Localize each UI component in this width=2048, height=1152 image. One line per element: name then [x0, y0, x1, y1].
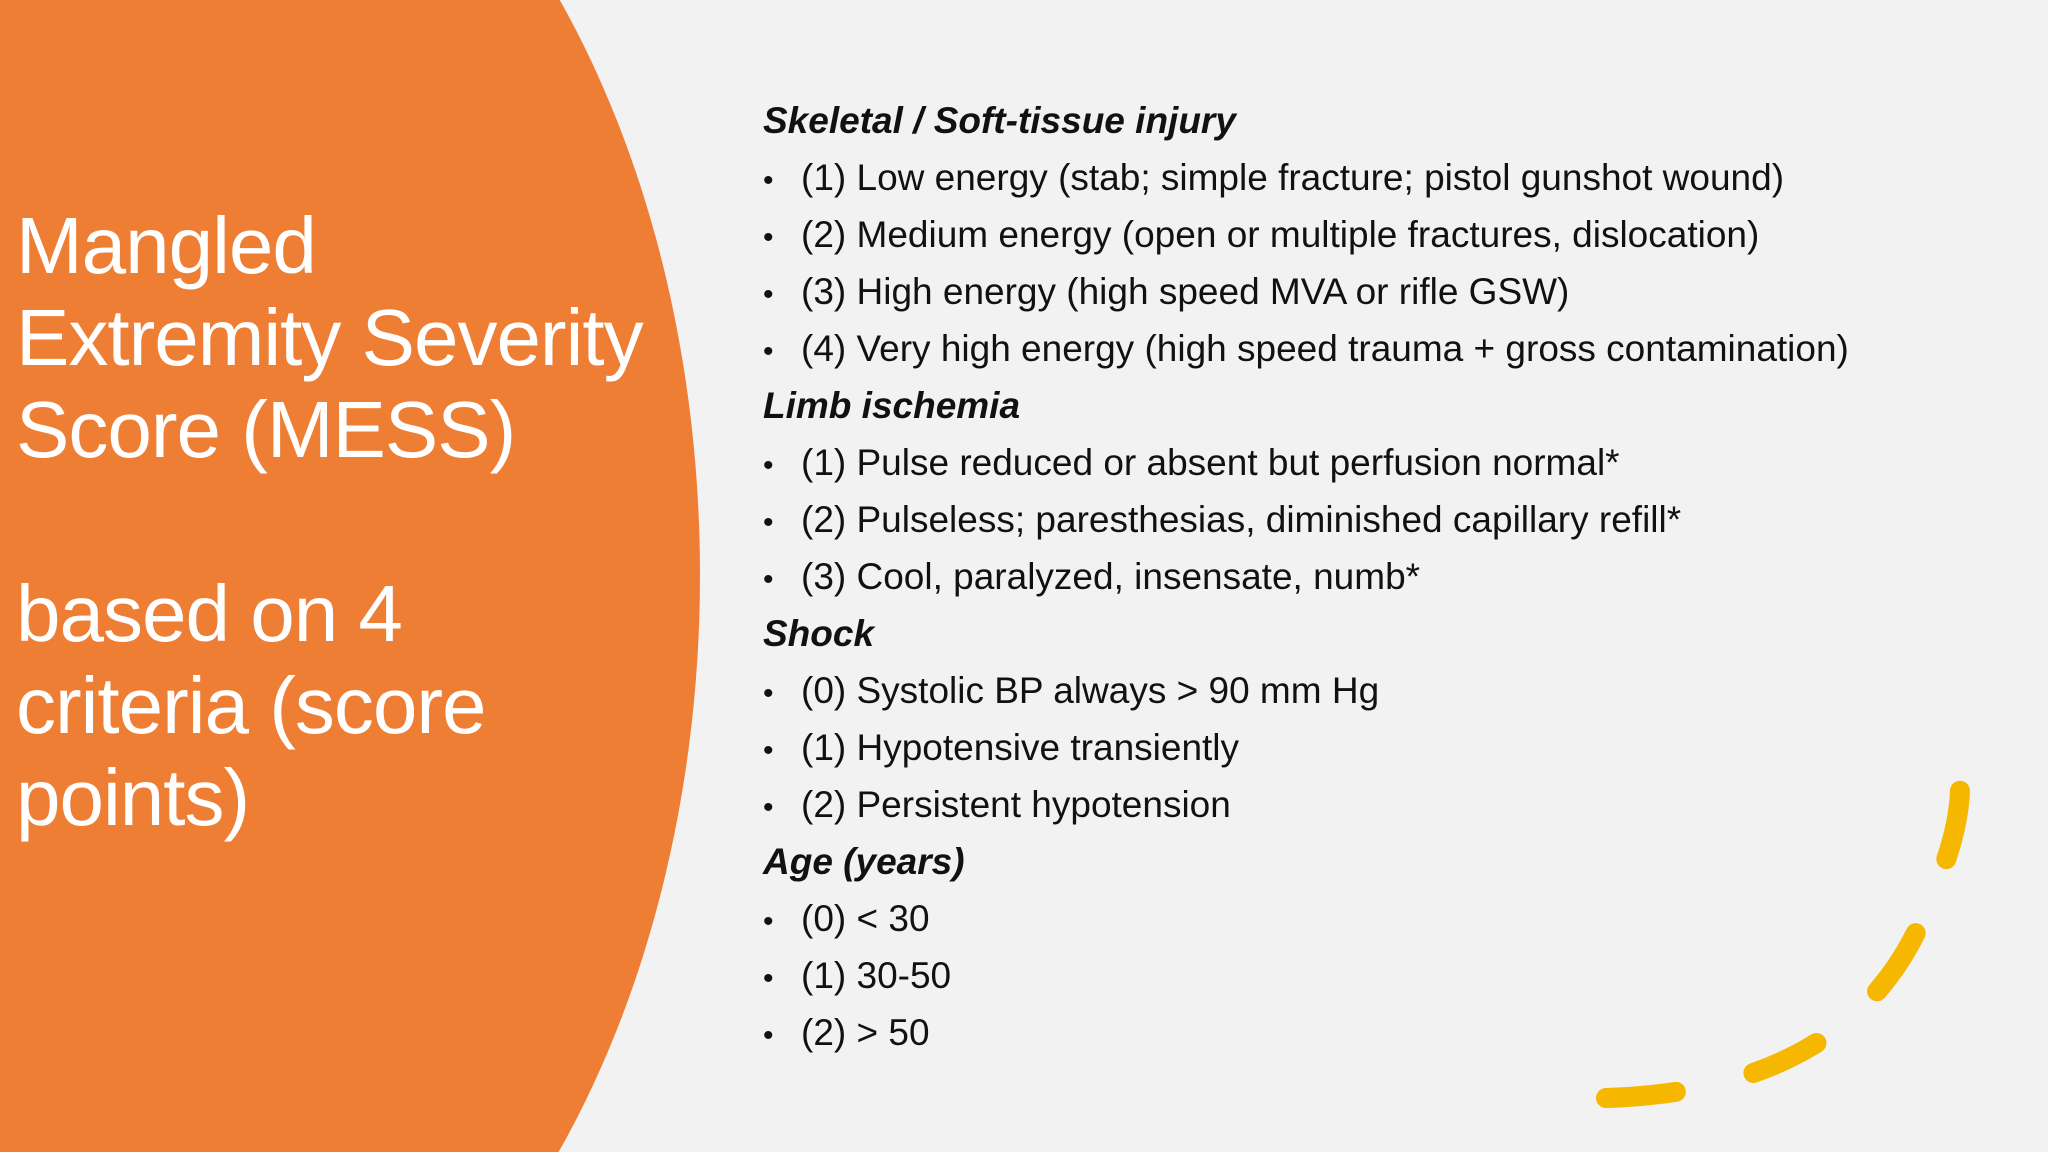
criteria-item-text: (1) Low energy (stab; simple fracture; pistol gunshot wound)	[801, 157, 1785, 198]
subtitle-line: points)	[16, 753, 250, 842]
bullet-icon: •	[763, 1019, 774, 1052]
section-heading: Age (years)	[763, 841, 965, 882]
subtitle-line: based on 4	[16, 569, 402, 658]
criteria-item-text: (3) Cool, paralyzed, insensate, numb*	[801, 556, 1421, 597]
bullet-icon: •	[763, 905, 774, 938]
criteria-item-text: (2) Pulseless; paresthesias, diminished capillary refill*	[801, 499, 1682, 540]
bullet-icon: •	[763, 962, 774, 995]
title-line: Score (MESS)	[16, 385, 516, 474]
bullet-icon: •	[763, 791, 774, 824]
criteria-item-text: (0) < 30	[801, 898, 930, 939]
bullet-icon: •	[763, 734, 774, 767]
bullet-icon: •	[763, 164, 774, 197]
criteria-item-text: (2) Persistent hypotension	[801, 784, 1231, 825]
section-heading: Limb ischemia	[763, 385, 1021, 426]
dashed-arc-stroke	[1606, 778, 1960, 1098]
criteria-item-text: (1) Hypotensive transiently	[801, 727, 1240, 768]
bullet-icon: •	[763, 221, 774, 254]
criteria-item-text: (4) Very high energy (high speed trauma + gross contamination)	[801, 328, 1849, 369]
section-heading: Skeletal / Soft-tissue injury	[763, 100, 1236, 141]
criteria-item-text: (1) Pulse reduced or absent but perfusion normal*	[801, 442, 1620, 483]
criteria-item-text: (0) Systolic BP always > 90 mm Hg	[801, 670, 1380, 711]
criteria-item-text: (1) 30-50	[801, 955, 952, 996]
bullet-icon: •	[763, 278, 774, 311]
section-heading: Shock	[763, 613, 875, 654]
title-line: Extremity Severity	[16, 293, 643, 382]
bullet-icon: •	[763, 506, 774, 539]
bullet-icon: •	[763, 449, 774, 482]
title-line: Mangled	[16, 201, 316, 290]
bullet-icon: •	[763, 563, 774, 596]
bullet-icon: •	[763, 677, 774, 710]
criteria-item-text: (3) High energy (high speed MVA or rifle GSW)	[801, 271, 1570, 312]
subtitle-line: criteria (score	[16, 661, 486, 750]
criteria-item-text: (2) > 50	[801, 1012, 930, 1053]
bullet-icon: •	[763, 335, 774, 368]
criteria-item-text: (2) Medium energy (open or multiple fractures, dislocation)	[801, 214, 1760, 255]
